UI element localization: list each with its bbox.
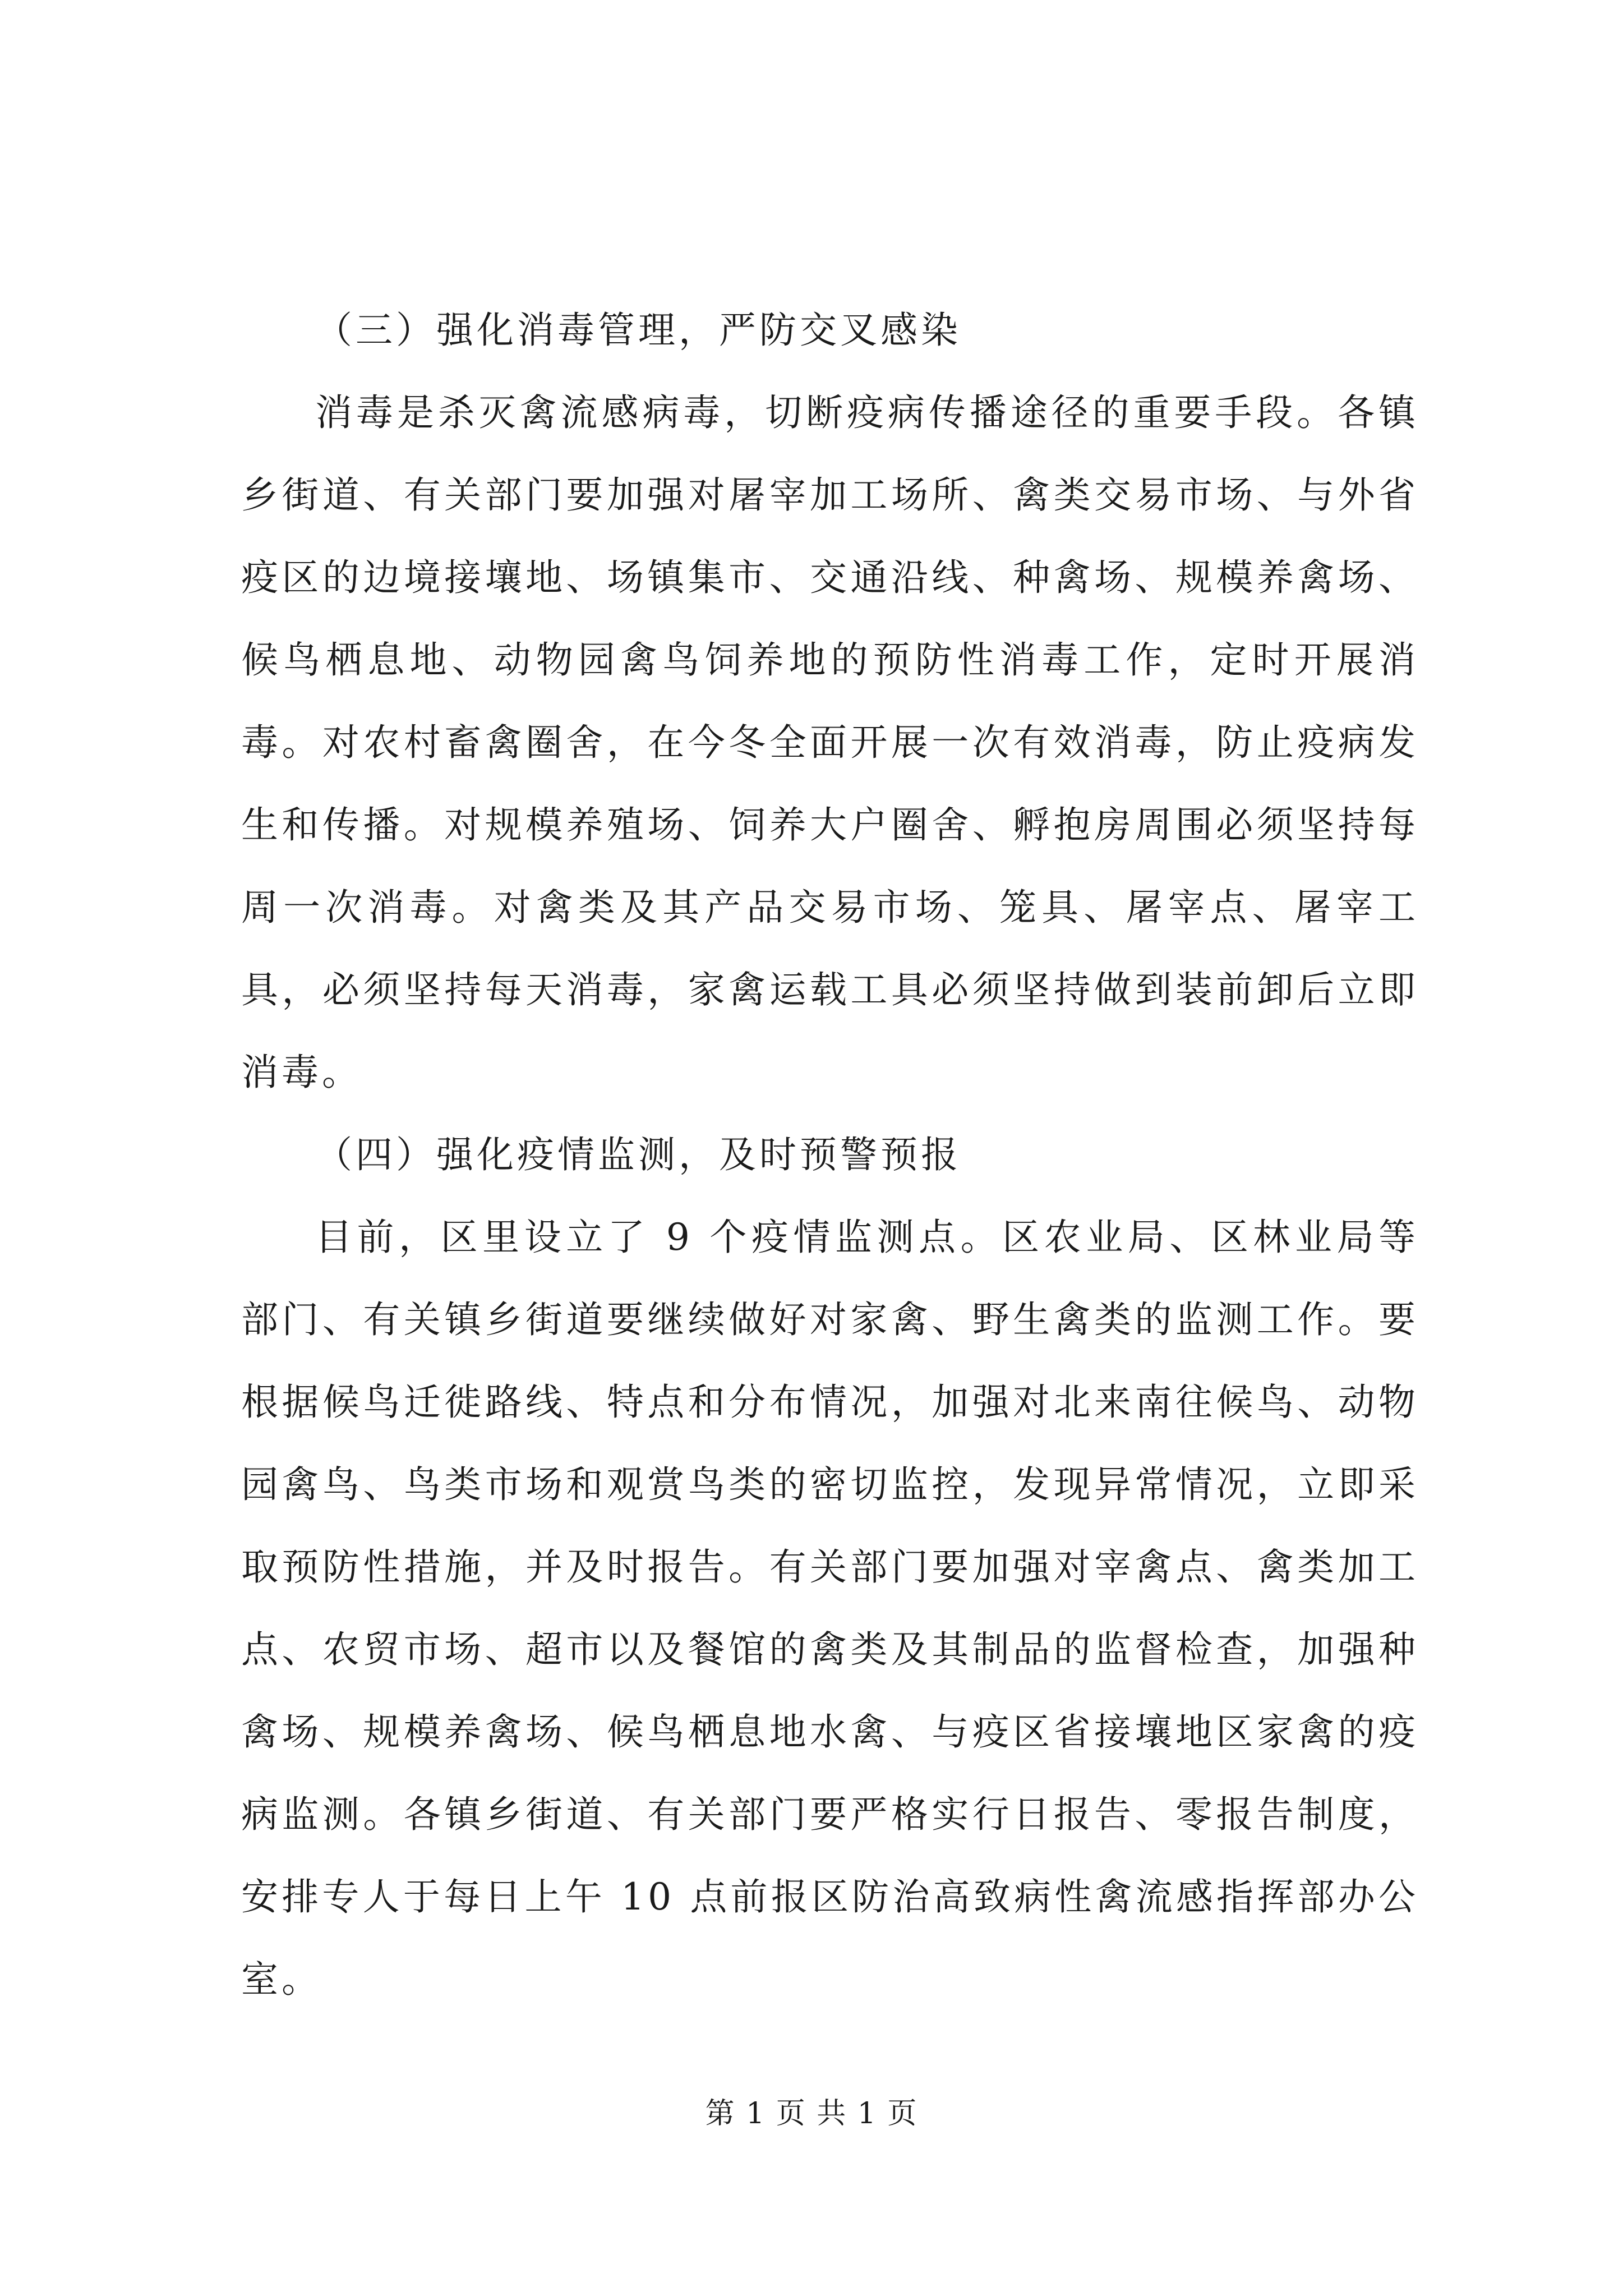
section-heading-disinfection: （三）强化消毒管理，严防交叉感染 bbox=[315, 309, 961, 352]
section-heading-monitoring: （四）强化疫情监测，及时预警预报 bbox=[315, 1133, 961, 1176]
page-footer: 第 1 页 共 1 页 bbox=[705, 2097, 918, 2131]
document-body bbox=[241, 289, 1419, 2021]
paragraph-disinfection: 消毒是杀灭禽流感病毒，切断疫病传播途径的重要手段。各镇乡街道、有关部门要加强对屠宰加工场所、禽类交易市场、与外省疫区的边境接壤地、场镇集市、交通沿线、种禽场、规模养禽场、候鸟栖息地、动物园禽鸟饲养地的预防性消毒工作，定时开展消毒。对农村畜禽圈舍，在今冬全面开展一次有效消毒，防止疫病发生和传播。对规模养殖场、饲养大户圈舍、孵抱房周围必须坚持每周一次消毒。对禽类及其产品交易市场、笼具、屠宰点、屠宰工具，必须坚持每天消毒，家禽运载工具必须坚持做到装前卸后立即消毒。 bbox=[241, 391, 1419, 1094]
paragraph-monitoring: 目前，区里设立了 9 个疫情监测点。区农业局、区林业局等部门、有关镇乡街道要继续做好对家禽、野生禽类的监测工作。要根据候鸟迁徙路线、特点和分布情况，加强对北来南往候鸟、动物园禽鸟、鸟类市场和观赏鸟类的密切监控，发现异常情况，立即采取预防性措施，并及时报告。有关部门要加强对宰禽点、禽类加工点、农贸市场、超市以及餐馆的禽类及其制品的监督检查，加强种禽场、规模养禽场、候鸟栖息地水禽、与疫区省接壤地区家禽的疫病监测。各镇乡街道、有关部门要严格实行日报告、零报告制度，安排专人于每日上午 10 点前报区防治高致病性禽流感指挥部办公室。 bbox=[241, 1216, 1419, 2001]
